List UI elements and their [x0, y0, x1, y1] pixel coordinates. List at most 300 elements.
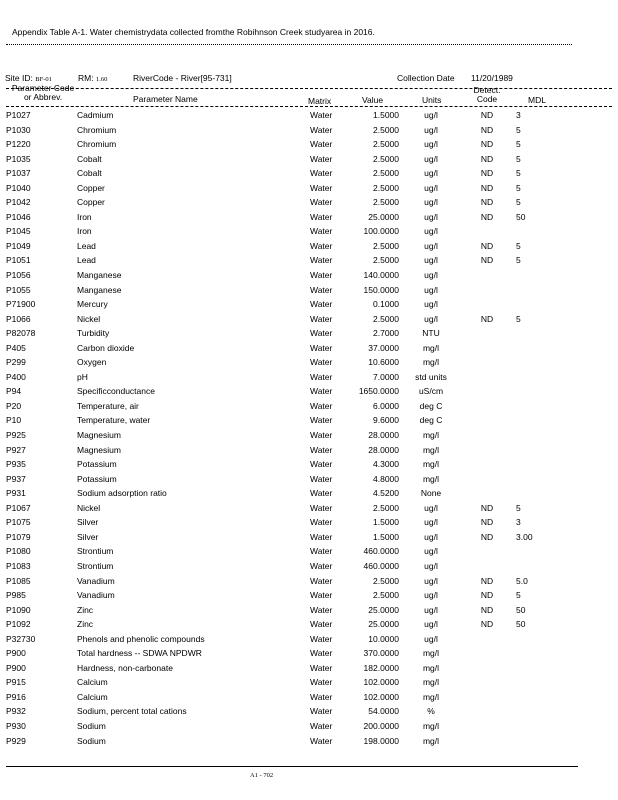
table-row [0, 314, 618, 329]
table-row [0, 110, 618, 125]
value-cell: 25.0000 [368, 604, 399, 615]
table-row [0, 430, 618, 445]
value-cell: 2.5000 [373, 502, 399, 513]
table-row [0, 401, 618, 416]
value-cell: 2.5000 [373, 313, 399, 324]
units-cell: ug/l [424, 590, 438, 601]
units-cell: ug/l [424, 284, 438, 295]
footer-divider [6, 766, 578, 767]
param-name-cell: Vanadium [77, 575, 115, 586]
units-cell: ug/l [424, 299, 438, 310]
param-name-cell: Zinc [77, 619, 94, 630]
units-cell: ug/l [424, 240, 438, 251]
detect-code-cell: ND [480, 153, 494, 164]
table-row [0, 503, 618, 518]
param-code-cell: P1075 [6, 517, 31, 528]
param-code-cell: P1051 [6, 255, 31, 266]
detect-code-cell: ND [480, 182, 494, 193]
table-row [0, 183, 618, 198]
units-cell: mg/l [422, 677, 440, 688]
matrix-cell: Water [310, 386, 333, 397]
param-name-cell: Calcium [77, 677, 108, 688]
param-code-cell: P1220 [6, 139, 31, 150]
param-code-cell: P1090 [6, 604, 31, 615]
mdl-cell: 5 [516, 255, 521, 266]
units-cell: deg C [419, 415, 443, 426]
units-cell: ug/l [424, 182, 438, 193]
param-code-cell: P1055 [6, 284, 31, 295]
matrix-cell: Water [310, 502, 333, 513]
header-divider-top [6, 88, 612, 89]
header-matrix: Matrix [308, 96, 332, 106]
table-row [0, 532, 618, 547]
matrix-cell: Water [310, 706, 333, 717]
param-name-cell: Vanadium [77, 590, 115, 601]
units-cell: deg C [419, 400, 443, 411]
matrix-cell: Water [310, 226, 333, 237]
param-code-cell: P915 [6, 677, 26, 688]
mdl-cell: 50 [516, 604, 526, 615]
matrix-cell: Water [310, 575, 333, 586]
matrix-cell: Water [310, 648, 333, 659]
matrix-cell: Water [310, 444, 333, 455]
units-cell: ug/l [424, 255, 438, 266]
mdl-cell: 5 [516, 590, 521, 601]
value-cell: 54.0000 [368, 706, 399, 717]
table-row [0, 386, 618, 401]
matrix-cell: Water [310, 400, 333, 411]
units-cell: mg/l [422, 430, 440, 441]
value-cell: 2.5000 [373, 139, 399, 150]
table-row [0, 270, 618, 285]
caption-divider [6, 44, 572, 45]
matrix-cell: Water [310, 299, 333, 310]
value-cell: 100.0000 [363, 226, 399, 237]
param-code-cell: P900 [6, 662, 26, 673]
param-name-cell: Sodium [77, 735, 106, 746]
param-code-cell: P82078 [6, 328, 36, 339]
param-name-cell: Sodium, percent total cations [77, 706, 187, 717]
param-code-cell: P1049 [6, 240, 31, 251]
detect-code-cell: ND [480, 124, 494, 135]
table-row [0, 576, 618, 591]
param-code-cell: P405 [6, 342, 26, 353]
param-code-cell: P937 [6, 473, 26, 484]
river-mile [78, 73, 107, 83]
site-id-value: BF-01 [35, 76, 52, 83]
param-code-cell: P32730 [6, 633, 36, 644]
value-cell: 2.5000 [373, 153, 399, 164]
detect-code-cell: ND [480, 502, 494, 513]
param-name-cell: Magnesium [77, 430, 121, 441]
units-cell: None [420, 488, 442, 499]
param-name-cell: Specificconductance [77, 386, 155, 397]
mdl-cell: 5 [516, 182, 521, 193]
param-name-cell: Sodium adsorption ratio [77, 488, 167, 499]
param-name-cell: Nickel [77, 502, 101, 513]
units-cell: mg/l [422, 691, 440, 702]
matrix-cell: Water [310, 328, 333, 339]
param-name-cell: Strontium [77, 560, 114, 571]
mdl-cell: 5 [516, 313, 521, 324]
value-cell: 102.0000 [363, 677, 399, 688]
param-code-cell: P932 [6, 706, 26, 717]
detect-code-cell: ND [480, 240, 494, 251]
value-cell: 200.0000 [363, 720, 399, 731]
units-cell: mg/l [422, 720, 440, 731]
detect-code-cell: ND [480, 211, 494, 222]
param-code-cell: P900 [6, 648, 26, 659]
param-code-cell: P1042 [6, 197, 31, 208]
matrix-cell: Water [310, 430, 333, 441]
collection-date-label: Collection Date [397, 73, 455, 83]
units-cell: NTU [422, 328, 440, 339]
param-code-cell: P916 [6, 691, 26, 702]
param-name-cell: Hardness, non-carbonate [77, 662, 173, 673]
matrix-cell: Water [310, 240, 333, 251]
param-name-cell: Chromium [77, 124, 117, 135]
matrix-cell: Water [310, 342, 333, 353]
value-cell: 1.5000 [373, 531, 399, 542]
param-code-cell: P299 [6, 357, 26, 368]
detect-code-cell: ND [480, 517, 494, 528]
matrix-cell: Water [310, 415, 333, 426]
param-name-cell: Strontium [77, 546, 114, 557]
table-row [0, 212, 618, 227]
table-row [0, 241, 618, 256]
param-code-cell: P1092 [6, 619, 31, 630]
param-code-cell: P71900 [6, 299, 36, 310]
units-cell: std units [415, 371, 447, 382]
matrix-cell: Water [310, 662, 333, 673]
value-cell: 2.5000 [373, 168, 399, 179]
table-row [0, 125, 618, 140]
collection-date-value: 11/20/1989 [471, 73, 513, 83]
matrix-cell: Water [310, 313, 333, 324]
detect-code-cell: ND [480, 531, 494, 542]
mdl-cell: 5.0 [516, 575, 528, 586]
header-param-code [6, 84, 80, 102]
units-cell: ug/l [424, 124, 438, 135]
table-row [0, 168, 618, 183]
value-cell: 2.5000 [373, 182, 399, 193]
units-cell: ug/l [424, 270, 438, 281]
table-row [0, 226, 618, 241]
param-name-cell: Sodium [77, 720, 106, 731]
value-cell: 1.5000 [373, 517, 399, 528]
river-code: RiverCode - River[95-731] [133, 73, 232, 83]
value-cell: 140.0000 [363, 270, 399, 281]
units-cell: ug/l [424, 517, 438, 528]
param-name-cell: Total hardness -- SDWA NPDWR [77, 648, 202, 659]
table-row [0, 648, 618, 663]
table-row [0, 546, 618, 561]
param-code-cell: P1027 [6, 110, 31, 120]
param-name-cell: Oxygen [77, 357, 107, 368]
units-cell: ug/l [424, 531, 438, 542]
value-cell: 4.5200 [373, 488, 399, 499]
param-code-cell: P927 [6, 444, 26, 455]
param-code-cell: P925 [6, 430, 26, 441]
value-cell: 37.0000 [368, 342, 399, 353]
param-name-cell: Cadmium [77, 110, 114, 120]
data-table [0, 110, 618, 750]
mdl-cell: 50 [516, 211, 526, 222]
site-id-label: Site ID: [5, 73, 33, 83]
mdl-cell: 50 [516, 619, 526, 630]
matrix-cell: Water [310, 488, 333, 499]
param-code-cell: P1035 [6, 153, 31, 164]
param-code-cell: P935 [6, 459, 26, 470]
table-row [0, 619, 618, 634]
value-cell: 1.5000 [373, 110, 399, 120]
param-name-cell: Temperature, water [77, 415, 151, 426]
matrix-cell: Water [310, 691, 333, 702]
value-cell: 460.0000 [363, 560, 399, 571]
param-name-cell: pH [77, 371, 88, 382]
units-cell: mg/l [422, 662, 440, 673]
table-row [0, 343, 618, 358]
table-row [0, 445, 618, 460]
param-name-cell: Potassium [77, 473, 117, 484]
param-name-cell: Calcium [77, 691, 108, 702]
table-row [0, 677, 618, 692]
table-row [0, 706, 618, 721]
value-cell: 25.0000 [368, 211, 399, 222]
units-cell: mg/l [422, 357, 440, 368]
table-row [0, 459, 618, 474]
matrix-cell: Water [310, 560, 333, 571]
param-code-cell: P1080 [6, 546, 31, 557]
units-cell: ug/l [424, 110, 438, 120]
detect-code-cell: ND [480, 619, 494, 630]
value-cell: 28.0000 [368, 444, 399, 455]
param-code-cell: P400 [6, 371, 26, 382]
value-cell: 182.0000 [363, 662, 399, 673]
table-row [0, 299, 618, 314]
table-row [0, 139, 618, 154]
header-mdl: MDL [528, 95, 546, 105]
units-cell: ug/l [424, 633, 438, 644]
matrix-cell: Water [310, 590, 333, 601]
table-row [0, 328, 618, 343]
header-value: Value [362, 95, 384, 105]
value-cell: 2.5000 [373, 590, 399, 601]
matrix-cell: Water [310, 604, 333, 615]
mdl-cell: 5 [516, 168, 521, 179]
value-cell: 1650.0000 [358, 386, 399, 397]
table-row [0, 590, 618, 605]
value-cell: 2.5000 [373, 575, 399, 586]
param-name-cell: Copper [77, 182, 105, 193]
units-cell: ug/l [424, 139, 438, 150]
units-cell: mg/l [422, 473, 440, 484]
matrix-cell: Water [310, 735, 333, 746]
matrix-cell: Water [310, 517, 333, 528]
param-code-cell: P1056 [6, 270, 31, 281]
detect-code-cell: ND [480, 197, 494, 208]
param-name-cell: Lead [77, 255, 96, 266]
header-units: Units [422, 95, 442, 105]
table-row [0, 663, 618, 678]
param-code-cell: P1083 [6, 560, 31, 571]
table-row [0, 517, 618, 532]
param-code-cell: P931 [6, 488, 26, 499]
param-code-cell: P1067 [6, 502, 31, 513]
value-cell: 0.1000 [373, 299, 399, 310]
units-cell: ug/l [424, 502, 438, 513]
table-row [0, 474, 618, 489]
matrix-cell: Water [310, 182, 333, 193]
matrix-cell: Water [310, 677, 333, 688]
param-code-cell: P1046 [6, 211, 31, 222]
mdl-cell: 3.00 [516, 531, 533, 542]
param-code-cell: P930 [6, 720, 26, 731]
table-caption: Appendix Table A-1. Water chemistrydata collected fromthe Robihnson Creek studyarea in 2016. [12, 27, 375, 37]
param-code-cell: P1066 [6, 313, 31, 324]
matrix-cell: Water [310, 255, 333, 266]
mdl-cell: 5 [516, 139, 521, 150]
matrix-cell: Water [310, 110, 333, 120]
units-cell: ug/l [424, 546, 438, 557]
matrix-cell: Water [310, 720, 333, 731]
value-cell: 10.0000 [368, 633, 399, 644]
detect-code-cell: ND [480, 255, 494, 266]
value-cell: 150.0000 [363, 284, 399, 295]
value-cell: 102.0000 [363, 691, 399, 702]
param-name-cell: Temperature, air [77, 400, 139, 411]
value-cell: 7.0000 [373, 371, 399, 382]
rm-label: RM: [78, 73, 94, 83]
param-name-cell: Cobalt [77, 168, 102, 179]
site-id [5, 73, 52, 83]
mdl-cell: 3 [516, 110, 521, 120]
value-cell: 25.0000 [368, 619, 399, 630]
units-cell: % [427, 706, 435, 717]
matrix-cell: Water [310, 139, 333, 150]
param-name-cell: Silver [77, 531, 99, 542]
value-cell: 198.0000 [363, 735, 399, 746]
param-name-cell: Chromium [77, 139, 117, 150]
matrix-cell: Water [310, 531, 333, 542]
param-name-cell: Zinc [77, 604, 94, 615]
value-cell: 10.6000 [368, 357, 399, 368]
param-code-cell: P1085 [6, 575, 31, 586]
param-code-cell: P985 [6, 590, 26, 601]
param-code-cell: P1037 [6, 168, 31, 179]
matrix-cell: Water [310, 619, 333, 630]
param-code-cell: P929 [6, 735, 26, 746]
param-code-cell: P10 [6, 415, 22, 426]
value-cell: 2.5000 [373, 197, 399, 208]
header-param-name: Parameter Name [133, 94, 198, 104]
param-code-cell: P1045 [6, 226, 31, 237]
param-name-cell: Manganese [77, 284, 122, 295]
detect-code-cell: ND [480, 313, 494, 324]
detect-code-cell: ND [480, 604, 494, 615]
matrix-cell: Water [310, 153, 333, 164]
table-row [0, 197, 618, 212]
units-cell: ug/l [424, 226, 438, 237]
units-cell: ug/l [424, 575, 438, 586]
units-cell: mg/l [422, 459, 440, 470]
units-cell: uS/cm [418, 386, 444, 397]
table-row [0, 721, 618, 736]
value-cell: 28.0000 [368, 430, 399, 441]
matrix-cell: Water [310, 270, 333, 281]
param-name-cell: Phenols and phenolic compounds [77, 633, 205, 644]
units-cell: ug/l [424, 168, 438, 179]
param-name-cell: Nickel [77, 313, 101, 324]
table-row [0, 415, 618, 430]
units-cell: mg/l [422, 342, 440, 353]
param-name-cell: Potassium [77, 459, 117, 470]
mdl-cell: 5 [516, 124, 521, 135]
detect-code-cell: ND [480, 110, 494, 120]
table-row [0, 255, 618, 270]
table-row [0, 357, 618, 372]
mdl-cell: 5 [516, 153, 521, 164]
param-name-cell: Magnesium [77, 444, 121, 455]
units-cell: ug/l [424, 619, 438, 630]
param-name-cell: Cobalt [77, 153, 102, 164]
table-row [0, 372, 618, 387]
mdl-cell: 5 [516, 502, 521, 513]
units-cell: ug/l [424, 604, 438, 615]
header-divider-bottom [6, 106, 612, 107]
param-name-cell: Silver [77, 517, 99, 528]
matrix-cell: Water [310, 633, 333, 644]
value-cell: 4.8000 [373, 473, 399, 484]
matrix-cell: Water [310, 284, 333, 295]
units-cell: ug/l [424, 560, 438, 571]
header-param-code-line1: Parameter Code [11, 83, 75, 93]
param-name-cell: Turbidity [77, 328, 110, 339]
units-cell: ug/l [424, 197, 438, 208]
param-name-cell: Copper [77, 197, 105, 208]
matrix-cell: Water [310, 546, 333, 557]
detect-code-cell: ND [480, 139, 494, 150]
value-cell: 4.3000 [373, 459, 399, 470]
header-detect-line1: Detect. [473, 85, 501, 95]
param-code-cell: P1040 [6, 182, 31, 193]
table-row [0, 605, 618, 620]
value-cell: 370.0000 [363, 648, 399, 659]
param-code-cell: P1030 [6, 124, 31, 135]
table-row [0, 154, 618, 169]
param-code-cell: P94 [6, 386, 22, 397]
table-row [0, 736, 618, 751]
param-code-cell: P1079 [6, 531, 31, 542]
units-cell: ug/l [424, 153, 438, 164]
table-row [0, 561, 618, 576]
matrix-cell: Water [310, 459, 333, 470]
table-row [0, 692, 618, 707]
units-cell: mg/l [422, 735, 440, 746]
units-cell: mg/l [422, 444, 440, 455]
detect-code-cell: ND [480, 168, 494, 179]
units-cell: mg/l [422, 648, 440, 659]
header-detect-line2: Code [476, 94, 498, 104]
param-name-cell: Lead [77, 240, 96, 251]
page-number: A1 - 702 [250, 772, 274, 779]
header-param-code-line2: or Abbrev. [23, 92, 63, 102]
matrix-cell: Water [310, 357, 333, 368]
param-name-cell: Mercury [77, 299, 108, 310]
value-cell: 2.5000 [373, 124, 399, 135]
value-cell: 2.5000 [373, 255, 399, 266]
param-name-cell: Iron [77, 226, 92, 237]
